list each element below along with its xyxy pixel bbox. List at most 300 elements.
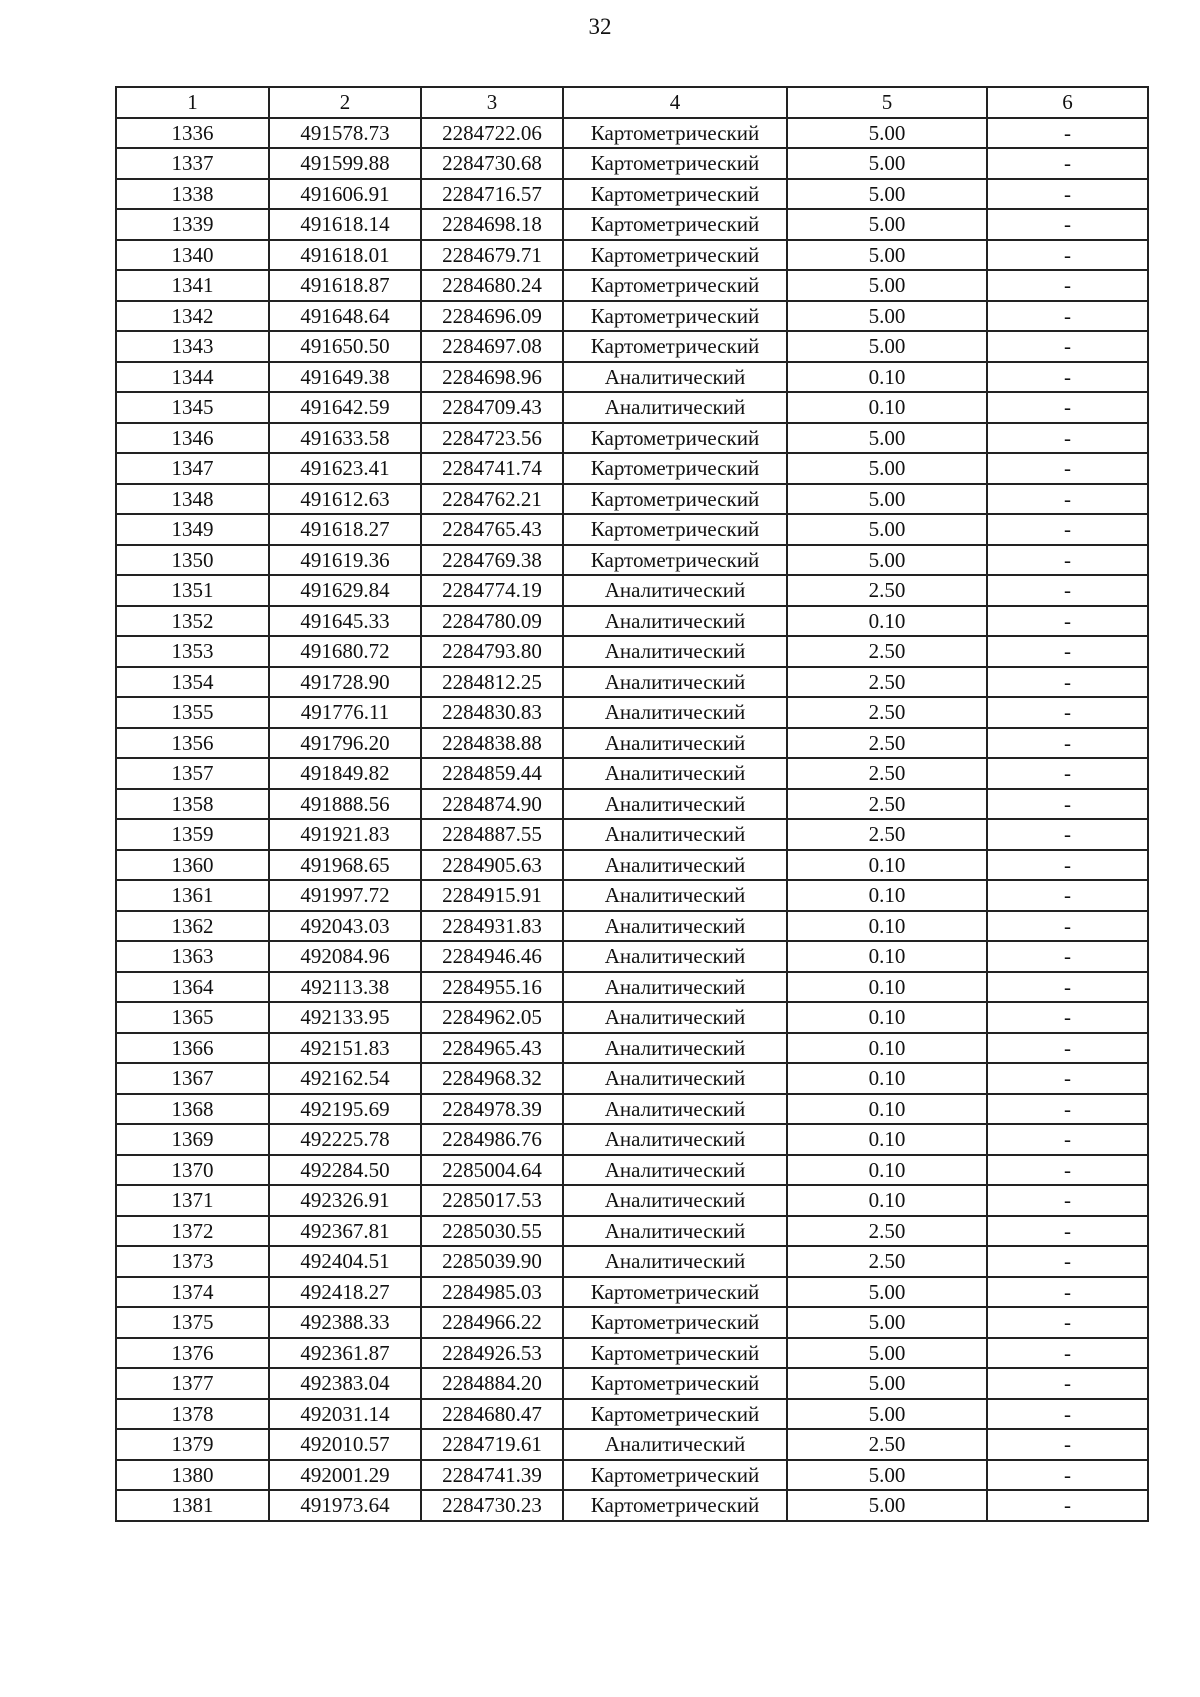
point-number-cell: 1346 xyxy=(116,423,269,454)
accuracy-cell: 2.50 xyxy=(787,789,987,820)
method-cell: Картометрический xyxy=(563,453,787,484)
point-number-cell: 1375 xyxy=(116,1307,269,1338)
method-cell: Картометрический xyxy=(563,1490,787,1521)
accuracy-cell: 2.50 xyxy=(787,758,987,789)
point-number-cell: 1336 xyxy=(116,118,269,149)
table-row xyxy=(116,728,1148,759)
y-coordinate-cell: 2284915.91 xyxy=(421,880,563,911)
method-cell: Аналитический xyxy=(563,911,787,942)
method-cell: Аналитический xyxy=(563,972,787,1003)
column-header-5: 5 xyxy=(787,87,987,118)
method-cell: Картометрический xyxy=(563,118,787,149)
point-number-cell: 1367 xyxy=(116,1063,269,1094)
point-number-cell: 1357 xyxy=(116,758,269,789)
x-coordinate-cell: 492133.95 xyxy=(269,1002,421,1033)
table-row xyxy=(116,667,1148,698)
table-row xyxy=(116,1307,1148,1338)
note-cell: - xyxy=(987,911,1148,942)
note-cell: - xyxy=(987,1399,1148,1430)
x-coordinate-cell: 491997.72 xyxy=(269,880,421,911)
y-coordinate-cell: 2284696.09 xyxy=(421,301,563,332)
y-coordinate-cell: 2284985.03 xyxy=(421,1277,563,1308)
method-cell: Аналитический xyxy=(563,1429,787,1460)
y-coordinate-cell: 2284679.71 xyxy=(421,240,563,271)
accuracy-cell: 2.50 xyxy=(787,728,987,759)
note-cell: - xyxy=(987,148,1148,179)
y-coordinate-cell: 2284926.53 xyxy=(421,1338,563,1369)
accuracy-cell: 5.00 xyxy=(787,270,987,301)
x-coordinate-cell: 491619.36 xyxy=(269,545,421,576)
table-row xyxy=(116,1185,1148,1216)
note-cell: - xyxy=(987,1368,1148,1399)
accuracy-cell: 2.50 xyxy=(787,667,987,698)
table-row xyxy=(116,453,1148,484)
note-cell: - xyxy=(987,209,1148,240)
accuracy-cell: 5.00 xyxy=(787,118,987,149)
x-coordinate-cell: 492043.03 xyxy=(269,911,421,942)
point-number-cell: 1380 xyxy=(116,1460,269,1491)
y-coordinate-cell: 2284812.25 xyxy=(421,667,563,698)
accuracy-cell: 0.10 xyxy=(787,1185,987,1216)
accuracy-cell: 5.00 xyxy=(787,240,987,271)
accuracy-cell: 5.00 xyxy=(787,1368,987,1399)
table-row xyxy=(116,636,1148,667)
note-cell: - xyxy=(987,1002,1148,1033)
method-cell: Картометрический xyxy=(563,209,787,240)
point-number-cell: 1368 xyxy=(116,1094,269,1125)
table-header xyxy=(116,87,1148,118)
y-coordinate-cell: 2285004.64 xyxy=(421,1155,563,1186)
x-coordinate-cell: 492195.69 xyxy=(269,1094,421,1125)
note-cell: - xyxy=(987,728,1148,759)
note-cell: - xyxy=(987,1429,1148,1460)
note-cell: - xyxy=(987,1277,1148,1308)
method-cell: Аналитический xyxy=(563,606,787,637)
table-row xyxy=(116,1246,1148,1277)
x-coordinate-cell: 491618.27 xyxy=(269,514,421,545)
table-row xyxy=(116,1155,1148,1186)
note-cell: - xyxy=(987,819,1148,850)
point-number-cell: 1374 xyxy=(116,1277,269,1308)
y-coordinate-cell: 2284722.06 xyxy=(421,118,563,149)
method-cell: Картометрический xyxy=(563,1460,787,1491)
y-coordinate-cell: 2284716.57 xyxy=(421,179,563,210)
point-number-cell: 1342 xyxy=(116,301,269,332)
accuracy-cell: 2.50 xyxy=(787,1216,987,1247)
point-number-cell: 1349 xyxy=(116,514,269,545)
table-row xyxy=(116,758,1148,789)
method-cell: Аналитический xyxy=(563,697,787,728)
note-cell: - xyxy=(987,1155,1148,1186)
table-row xyxy=(116,606,1148,637)
y-coordinate-cell: 2284793.80 xyxy=(421,636,563,667)
method-cell: Аналитический xyxy=(563,1033,787,1064)
x-coordinate-cell: 491645.33 xyxy=(269,606,421,637)
y-coordinate-cell: 2284966.22 xyxy=(421,1307,563,1338)
point-number-cell: 1338 xyxy=(116,179,269,210)
accuracy-cell: 5.00 xyxy=(787,148,987,179)
method-cell: Картометрический xyxy=(563,1307,787,1338)
point-number-cell: 1352 xyxy=(116,606,269,637)
x-coordinate-cell: 491973.64 xyxy=(269,1490,421,1521)
y-coordinate-cell: 2284698.18 xyxy=(421,209,563,240)
method-cell: Аналитический xyxy=(563,941,787,972)
point-number-cell: 1360 xyxy=(116,850,269,881)
y-coordinate-cell: 2284730.23 xyxy=(421,1490,563,1521)
accuracy-cell: 0.10 xyxy=(787,972,987,1003)
accuracy-cell: 2.50 xyxy=(787,636,987,667)
accuracy-cell: 5.00 xyxy=(787,331,987,362)
y-coordinate-cell: 2284887.55 xyxy=(421,819,563,850)
note-cell: - xyxy=(987,789,1148,820)
note-cell: - xyxy=(987,453,1148,484)
method-cell: Аналитический xyxy=(563,880,787,911)
y-coordinate-cell: 2284697.08 xyxy=(421,331,563,362)
accuracy-cell: 0.10 xyxy=(787,606,987,637)
method-cell: Аналитический xyxy=(563,1094,787,1125)
y-coordinate-cell: 2284859.44 xyxy=(421,758,563,789)
point-number-cell: 1372 xyxy=(116,1216,269,1247)
accuracy-cell: 5.00 xyxy=(787,514,987,545)
accuracy-cell: 2.50 xyxy=(787,1246,987,1277)
table-row xyxy=(116,1124,1148,1155)
point-number-cell: 1366 xyxy=(116,1033,269,1064)
x-coordinate-cell: 491849.82 xyxy=(269,758,421,789)
note-cell: - xyxy=(987,545,1148,576)
x-coordinate-cell: 491680.72 xyxy=(269,636,421,667)
note-cell: - xyxy=(987,1185,1148,1216)
table-row xyxy=(116,209,1148,240)
y-coordinate-cell: 2284986.76 xyxy=(421,1124,563,1155)
note-cell: - xyxy=(987,1490,1148,1521)
accuracy-cell: 0.10 xyxy=(787,392,987,423)
method-cell: Аналитический xyxy=(563,575,787,606)
table-row xyxy=(116,362,1148,393)
table-header-row xyxy=(116,87,1148,118)
note-cell: - xyxy=(987,758,1148,789)
y-coordinate-cell: 2284709.43 xyxy=(421,392,563,423)
table-row xyxy=(116,1399,1148,1430)
note-cell: - xyxy=(987,575,1148,606)
coordinates-table xyxy=(115,86,1149,1522)
y-coordinate-cell: 2284765.43 xyxy=(421,514,563,545)
column-header-6: 6 xyxy=(987,87,1148,118)
note-cell: - xyxy=(987,118,1148,149)
table-row xyxy=(116,697,1148,728)
y-coordinate-cell: 2284830.83 xyxy=(421,697,563,728)
y-coordinate-cell: 2284723.56 xyxy=(421,423,563,454)
table-row xyxy=(116,179,1148,210)
method-cell: Аналитический xyxy=(563,1216,787,1247)
x-coordinate-cell: 491921.83 xyxy=(269,819,421,850)
method-cell: Картометрический xyxy=(563,1277,787,1308)
note-cell: - xyxy=(987,972,1148,1003)
accuracy-cell: 0.10 xyxy=(787,880,987,911)
note-cell: - xyxy=(987,514,1148,545)
point-number-cell: 1377 xyxy=(116,1368,269,1399)
y-coordinate-cell: 2284680.24 xyxy=(421,270,563,301)
accuracy-cell: 5.00 xyxy=(787,1338,987,1369)
x-coordinate-cell: 492367.81 xyxy=(269,1216,421,1247)
point-number-cell: 1341 xyxy=(116,270,269,301)
x-coordinate-cell: 492404.51 xyxy=(269,1246,421,1277)
x-coordinate-cell: 491578.73 xyxy=(269,118,421,149)
method-cell: Картометрический xyxy=(563,148,787,179)
note-cell: - xyxy=(987,850,1148,881)
note-cell: - xyxy=(987,331,1148,362)
accuracy-cell: 2.50 xyxy=(787,575,987,606)
accuracy-cell: 0.10 xyxy=(787,850,987,881)
note-cell: - xyxy=(987,392,1148,423)
point-number-cell: 1355 xyxy=(116,697,269,728)
method-cell: Аналитический xyxy=(563,1063,787,1094)
point-number-cell: 1373 xyxy=(116,1246,269,1277)
page-number: 32 xyxy=(588,14,612,39)
x-coordinate-cell: 491728.90 xyxy=(269,667,421,698)
table-row xyxy=(116,789,1148,820)
accuracy-cell: 0.10 xyxy=(787,362,987,393)
table-row xyxy=(116,514,1148,545)
table-row xyxy=(116,1002,1148,1033)
table-row xyxy=(116,1429,1148,1460)
note-cell: - xyxy=(987,240,1148,271)
point-number-cell: 1365 xyxy=(116,1002,269,1033)
note-cell: - xyxy=(987,697,1148,728)
y-coordinate-cell: 2285030.55 xyxy=(421,1216,563,1247)
method-cell: Аналитический xyxy=(563,1246,787,1277)
accuracy-cell: 0.10 xyxy=(787,941,987,972)
point-number-cell: 1340 xyxy=(116,240,269,271)
point-number-cell: 1354 xyxy=(116,667,269,698)
y-coordinate-cell: 2284884.20 xyxy=(421,1368,563,1399)
method-cell: Картометрический xyxy=(563,1368,787,1399)
table-row xyxy=(116,819,1148,850)
note-cell: - xyxy=(987,1063,1148,1094)
point-number-cell: 1376 xyxy=(116,1338,269,1369)
x-coordinate-cell: 491968.65 xyxy=(269,850,421,881)
method-cell: Аналитический xyxy=(563,392,787,423)
y-coordinate-cell: 2284965.43 xyxy=(421,1033,563,1064)
x-coordinate-cell: 492388.33 xyxy=(269,1307,421,1338)
note-cell: - xyxy=(987,484,1148,515)
y-coordinate-cell: 2284968.32 xyxy=(421,1063,563,1094)
method-cell: Картометрический xyxy=(563,301,787,332)
table-row xyxy=(116,1368,1148,1399)
accuracy-cell: 5.00 xyxy=(787,1277,987,1308)
point-number-cell: 1344 xyxy=(116,362,269,393)
note-cell: - xyxy=(987,880,1148,911)
point-number-cell: 1351 xyxy=(116,575,269,606)
y-coordinate-cell: 2284769.38 xyxy=(421,545,563,576)
method-cell: Аналитический xyxy=(563,850,787,881)
point-number-cell: 1371 xyxy=(116,1185,269,1216)
accuracy-cell: 2.50 xyxy=(787,1429,987,1460)
table-row xyxy=(116,1216,1148,1247)
x-coordinate-cell: 491618.01 xyxy=(269,240,421,271)
accuracy-cell: 0.10 xyxy=(787,1124,987,1155)
note-cell: - xyxy=(987,1338,1148,1369)
method-cell: Аналитический xyxy=(563,1002,787,1033)
method-cell: Аналитический xyxy=(563,789,787,820)
table-body xyxy=(116,118,1148,1521)
x-coordinate-cell: 492361.87 xyxy=(269,1338,421,1369)
y-coordinate-cell: 2284946.46 xyxy=(421,941,563,972)
y-coordinate-cell: 2284774.19 xyxy=(421,575,563,606)
point-number-cell: 1361 xyxy=(116,880,269,911)
table-row xyxy=(116,575,1148,606)
note-cell: - xyxy=(987,606,1148,637)
accuracy-cell: 0.10 xyxy=(787,1094,987,1125)
x-coordinate-cell: 492418.27 xyxy=(269,1277,421,1308)
y-coordinate-cell: 2285039.90 xyxy=(421,1246,563,1277)
table-row xyxy=(116,484,1148,515)
point-number-cell: 1362 xyxy=(116,911,269,942)
point-number-cell: 1358 xyxy=(116,789,269,820)
x-coordinate-cell: 491633.58 xyxy=(269,423,421,454)
point-number-cell: 1345 xyxy=(116,392,269,423)
method-cell: Аналитический xyxy=(563,728,787,759)
point-number-cell: 1381 xyxy=(116,1490,269,1521)
x-coordinate-cell: 492225.78 xyxy=(269,1124,421,1155)
y-coordinate-cell: 2284931.83 xyxy=(421,911,563,942)
note-cell: - xyxy=(987,1307,1148,1338)
method-cell: Картометрический xyxy=(563,545,787,576)
y-coordinate-cell: 2284719.61 xyxy=(421,1429,563,1460)
table-row xyxy=(116,1338,1148,1369)
x-coordinate-cell: 491650.50 xyxy=(269,331,421,362)
x-coordinate-cell: 492284.50 xyxy=(269,1155,421,1186)
accuracy-cell: 0.10 xyxy=(787,1033,987,1064)
method-cell: Картометрический xyxy=(563,514,787,545)
accuracy-cell: 5.00 xyxy=(787,179,987,210)
note-cell: - xyxy=(987,667,1148,698)
x-coordinate-cell: 492084.96 xyxy=(269,941,421,972)
x-coordinate-cell: 492151.83 xyxy=(269,1033,421,1064)
accuracy-cell: 5.00 xyxy=(787,1399,987,1430)
accuracy-cell: 5.00 xyxy=(787,209,987,240)
accuracy-cell: 5.00 xyxy=(787,301,987,332)
point-number-cell: 1353 xyxy=(116,636,269,667)
note-cell: - xyxy=(987,636,1148,667)
x-coordinate-cell: 491623.41 xyxy=(269,453,421,484)
y-coordinate-cell: 2284780.09 xyxy=(421,606,563,637)
x-coordinate-cell: 491618.14 xyxy=(269,209,421,240)
y-coordinate-cell: 2284978.39 xyxy=(421,1094,563,1125)
accuracy-cell: 2.50 xyxy=(787,697,987,728)
table-row xyxy=(116,148,1148,179)
method-cell: Аналитический xyxy=(563,1155,787,1186)
x-coordinate-cell: 491888.56 xyxy=(269,789,421,820)
table-row xyxy=(116,1277,1148,1308)
method-cell: Аналитический xyxy=(563,667,787,698)
note-cell: - xyxy=(987,1460,1148,1491)
x-coordinate-cell: 491796.20 xyxy=(269,728,421,759)
note-cell: - xyxy=(987,270,1148,301)
table-row xyxy=(116,880,1148,911)
x-coordinate-cell: 491649.38 xyxy=(269,362,421,393)
accuracy-cell: 0.10 xyxy=(787,1002,987,1033)
note-cell: - xyxy=(987,941,1148,972)
accuracy-cell: 0.10 xyxy=(787,1063,987,1094)
x-coordinate-cell: 492001.29 xyxy=(269,1460,421,1491)
y-coordinate-cell: 2284838.88 xyxy=(421,728,563,759)
note-cell: - xyxy=(987,179,1148,210)
x-coordinate-cell: 492010.57 xyxy=(269,1429,421,1460)
note-cell: - xyxy=(987,1094,1148,1125)
method-cell: Картометрический xyxy=(563,423,787,454)
method-cell: Аналитический xyxy=(563,636,787,667)
point-number-cell: 1337 xyxy=(116,148,269,179)
x-coordinate-cell: 491599.88 xyxy=(269,148,421,179)
note-cell: - xyxy=(987,423,1148,454)
method-cell: Картометрический xyxy=(563,270,787,301)
method-cell: Картометрический xyxy=(563,1399,787,1430)
point-number-cell: 1339 xyxy=(116,209,269,240)
method-cell: Картометрический xyxy=(563,1338,787,1369)
x-coordinate-cell: 492326.91 xyxy=(269,1185,421,1216)
method-cell: Картометрический xyxy=(563,240,787,271)
accuracy-cell: 5.00 xyxy=(787,1460,987,1491)
accuracy-cell: 0.10 xyxy=(787,911,987,942)
x-coordinate-cell: 492031.14 xyxy=(269,1399,421,1430)
table-row xyxy=(116,240,1148,271)
point-number-cell: 1363 xyxy=(116,941,269,972)
point-number-cell: 1364 xyxy=(116,972,269,1003)
x-coordinate-cell: 491629.84 xyxy=(269,575,421,606)
table-row xyxy=(116,545,1148,576)
point-number-cell: 1350 xyxy=(116,545,269,576)
x-coordinate-cell: 492383.04 xyxy=(269,1368,421,1399)
note-cell: - xyxy=(987,301,1148,332)
column-header-4: 4 xyxy=(563,87,787,118)
column-header-1: 1 xyxy=(116,87,269,118)
x-coordinate-cell: 491642.59 xyxy=(269,392,421,423)
y-coordinate-cell: 2284905.63 xyxy=(421,850,563,881)
method-cell: Аналитический xyxy=(563,819,787,850)
method-cell: Аналитический xyxy=(563,758,787,789)
table-row xyxy=(116,331,1148,362)
y-coordinate-cell: 2284741.39 xyxy=(421,1460,563,1491)
accuracy-cell: 5.00 xyxy=(787,545,987,576)
x-coordinate-cell: 492113.38 xyxy=(269,972,421,1003)
table-row xyxy=(116,1490,1148,1521)
accuracy-cell: 5.00 xyxy=(787,453,987,484)
x-coordinate-cell: 492162.54 xyxy=(269,1063,421,1094)
table-row xyxy=(116,850,1148,881)
accuracy-cell: 5.00 xyxy=(787,484,987,515)
method-cell: Аналитический xyxy=(563,1124,787,1155)
y-coordinate-cell: 2285017.53 xyxy=(421,1185,563,1216)
method-cell: Картометрический xyxy=(563,484,787,515)
point-number-cell: 1379 xyxy=(116,1429,269,1460)
accuracy-cell: 0.10 xyxy=(787,1155,987,1186)
y-coordinate-cell: 2284874.90 xyxy=(421,789,563,820)
table-row xyxy=(116,911,1148,942)
note-cell: - xyxy=(987,1246,1148,1277)
x-coordinate-cell: 491612.63 xyxy=(269,484,421,515)
column-header-2: 2 xyxy=(269,87,421,118)
table-row xyxy=(116,1460,1148,1491)
note-cell: - xyxy=(987,362,1148,393)
method-cell: Картометрический xyxy=(563,331,787,362)
table-row xyxy=(116,301,1148,332)
table-row xyxy=(116,118,1148,149)
table-row xyxy=(116,270,1148,301)
y-coordinate-cell: 2284762.21 xyxy=(421,484,563,515)
table-row xyxy=(116,1063,1148,1094)
method-cell: Картометрический xyxy=(563,179,787,210)
note-cell: - xyxy=(987,1033,1148,1064)
